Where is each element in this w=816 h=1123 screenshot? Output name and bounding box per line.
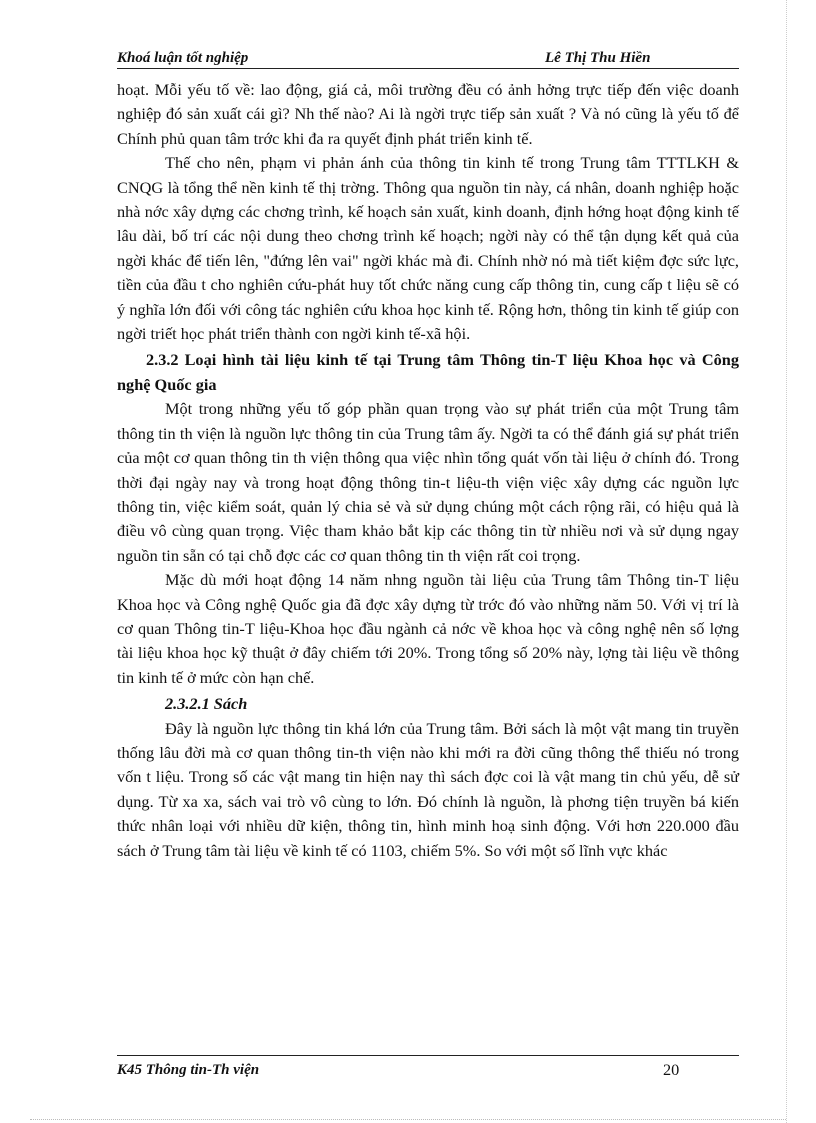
page-footer <box>117 1055 739 1082</box>
page-number: 20 <box>663 1060 680 1079</box>
footer-department-label: K45 Thông tin-Th viện <box>117 1062 260 1078</box>
page-body <box>117 78 739 863</box>
paragraph-1: hoạt. Mỗi yếu tố về: lao động, giá cả, môi trường đều có ảnh hởng trực tiếp đến việc doanh nghiệp đó sản xuất cái gì? Nh thế nào? Ai là ngời trực tiếp sản xuất ? Và nó cũng là yếu tố để Chính phủ quan tâm trớc khi đa ra quyết định phát triển kinh tế. <box>117 80 739 148</box>
subsection-title: Sách <box>213 694 248 714</box>
subsection-number: 2.3.2.1 <box>165 694 210 714</box>
paragraph-3: Một trong những yếu tố góp phần quan trọng vào sự phát triển của một Trung tâm thông tin th viện là nguồn lực thông tin của Trung tâm ấy. Ngời ta có thể đánh giá sự phát triển của một cơ quan thông tin th viện thông qua việc nhìn tổng quát vốn tài liệu ở chính đó. Trong thời đại ngày nay và trong hoạt động thông tin-t liệu-th viện việc xây dựng các nguồn lực thông tin, việc kiểm soát, quản lý chia sẻ và sử dụng chúng một cách rộng rãi, có hiệu quả là điều vô cùng quan trọng. Việc tham khảo bắt kịp các thông tin từ nhiều nơi và sử dụng ngay nguồn tin sẵn có tại chỗ đợc các cơ quan thông tin th viện rất coi trọng. <box>117 399 739 565</box>
page-bottom-border <box>30 1119 786 1120</box>
paragraph-5: Đây là nguồn lực thông tin khá lớn của Trung tâm. Bởi sách là một vật mang tin truyền thống lâu đời mà cơ quan thông tin-th viện nào khi mới ra đời cũng thông thể thiếu nó trong vốn t liệu. Trong số các vật mang tin hiện nay thì sách đợc coi là vật mang tin chủ yếu, dễ sử dụng. Từ xa xa, sách vai trò vô cùng to lớn. Đó chính là nguồn, là phơng tiện truyền bá kiến thức nhân loại với nhiều dữ kiện, thông tin, hình minh hoạ sinh động. Với hơn 220.000 đầu sách ở Trung tâm tài liệu về kinh tế có 1103, chiếm 5%. So với một số lĩnh vực khác <box>117 718 739 860</box>
paragraph-4: Mặc dù mới hoạt động 14 năm nhng nguồn tài liệu của Trung tâm Thông tin-T liệu Khoa học và Công nghệ Quốc gia đã đợc xây dựng từ trớc đó vào những năm 50. Với vị trí là cơ quan Thông tin-T liệu-Khoa học đầu ngành cả nớc về khoa học và công nghệ nên số lợng tài liệu khoa học kỹ thuật ở đây chiếm tới 20%. Trong tổng số 20% này, lợng tài liệu về thông tin kinh tế ở mức còn hạn chế. <box>117 570 739 687</box>
header-author-name: Lê Thị Thu Hiền <box>545 50 651 66</box>
section-number: 2.3.2 <box>146 350 179 370</box>
page-right-border <box>786 0 787 1123</box>
paragraph-2: Thế cho nên, phạm vi phản ánh của thông tin kinh tế trong Trung tâm TTTLKH & CNQG là tổng thể nền kinh tế thị trờng. Thông qua nguồn tin này, cá nhân, doanh nghiệp hoặc nhà nớc xây dựng các chơng trình, kế hoạch sản xuất, kinh doanh, định hớng hoạt động kinh tế lâu dài, bố trí các nội dung theo chơng trình kế hoạch; ngời này có thể tận dụng kết quả của ngời khác để tiến lên, "đứng lên vai" ngời khác mà đi. Chính nhờ nó mà tiết kiệm đợc sức lực, tiền của đầu t cho nghiên cứu-phát huy tốt chức năng cung cấp thông tin, cung cấp t liệu sẽ có ý nghĩa lớn đối với công tác nghiên cứu khoa học kinh tế. Rộng hơn, thông tin kinh tế giúp con ngời triết học phát triển thành con ngời kinh tế-xã hội. <box>117 153 739 344</box>
section-heading-2-3-2 <box>117 348 739 397</box>
section-title: Loại hình tài liệu kinh tế tại Trung tâm Thông tin-T liệu Khoa học và Công nghệ Quốc gia <box>117 350 739 394</box>
header-thesis-label: Khoá luận tốt nghiệp <box>117 50 249 66</box>
page-header <box>117 50 739 69</box>
subsection-heading-2-3-2-1 <box>117 692 739 716</box>
